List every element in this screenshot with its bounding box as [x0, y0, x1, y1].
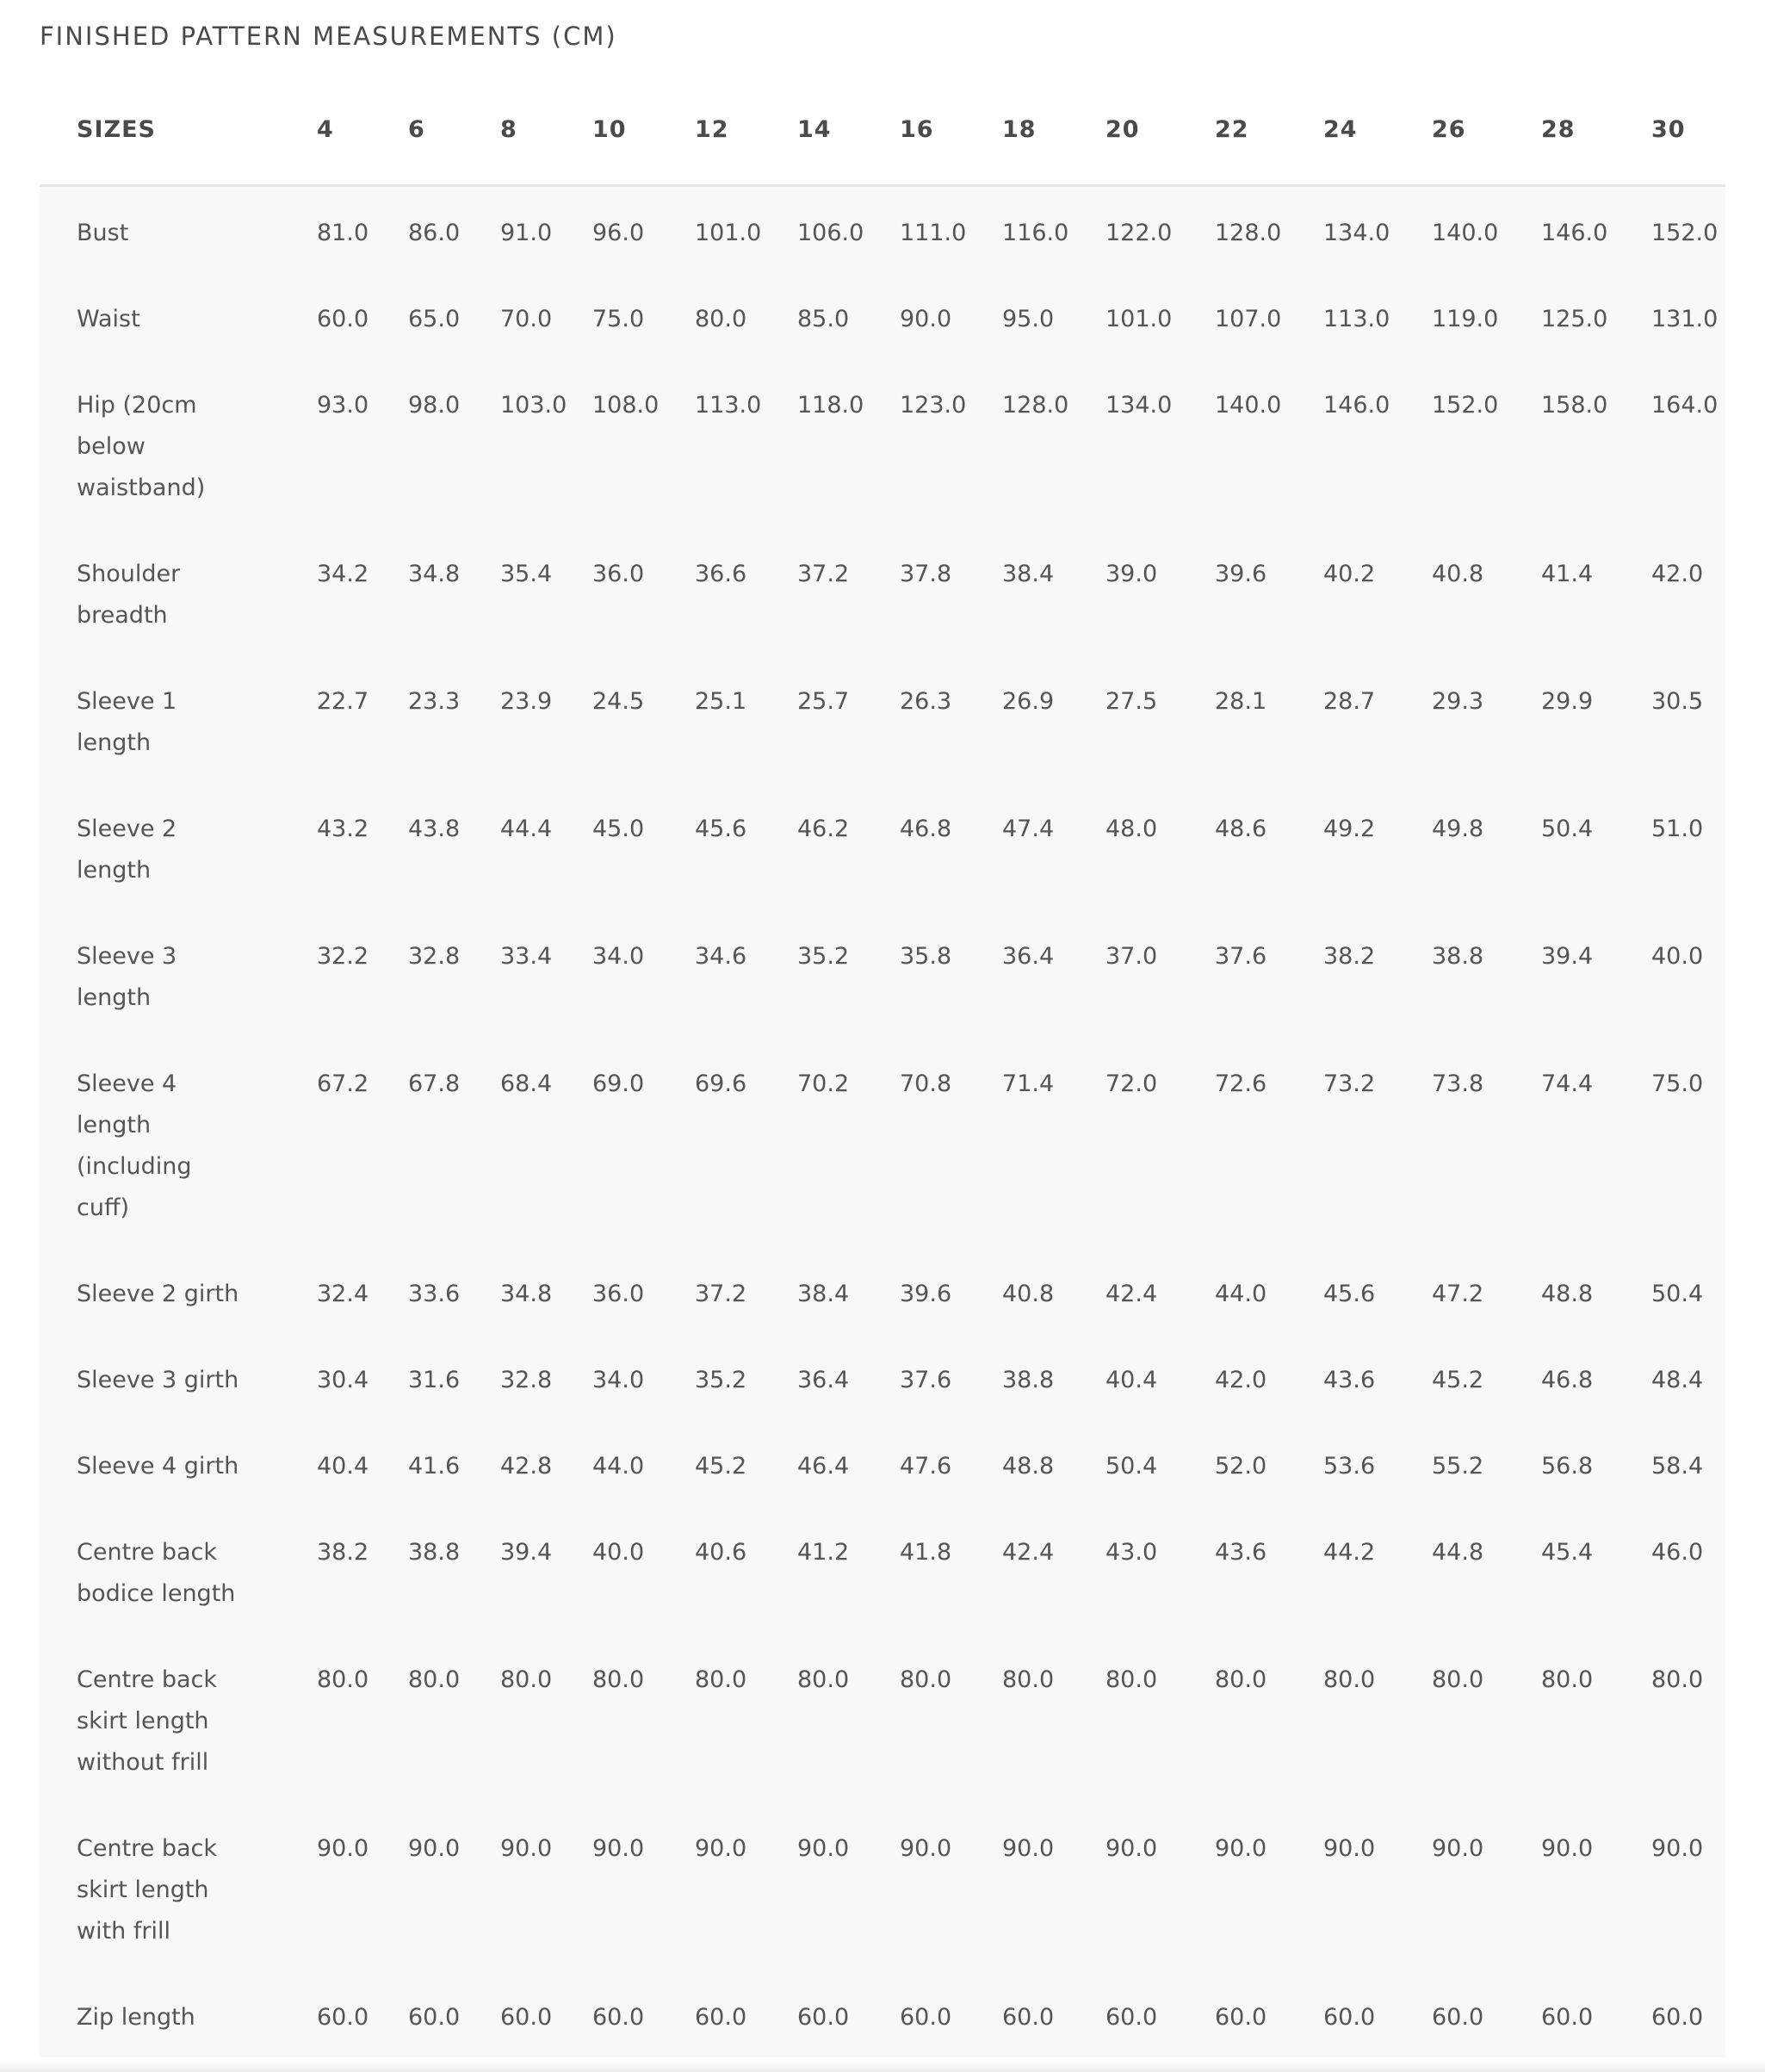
measurement-value: 49.2 — [1323, 816, 1376, 842]
measurement-value: 48.0 — [1105, 816, 1158, 842]
measurement-value: 90.0 — [317, 1835, 369, 1862]
measurement-value: 128.0 — [1002, 392, 1069, 419]
table-header-row — [40, 74, 1725, 186]
measurement-value: 60.0 — [592, 2004, 645, 2031]
measurement-value: 39.0 — [1105, 561, 1158, 587]
measurement-value: 91.0 — [500, 220, 553, 246]
table-row — [40, 359, 1725, 528]
measurement-value: 25.7 — [797, 688, 850, 715]
measurement-value: 42.8 — [500, 1453, 553, 1480]
page-title: FINISHED PATTERN MEASUREMENTS (CM) — [40, 22, 617, 51]
measurement-label-line: below — [77, 433, 146, 460]
measurement-value: 35.8 — [900, 943, 952, 970]
size-header: 20 — [1105, 74, 1215, 186]
measurement-value: 34.0 — [592, 943, 645, 970]
measurement-value: 47.6 — [900, 1453, 952, 1480]
measurement-value: 60.0 — [1432, 2004, 1484, 2031]
measurement-value: 60.0 — [1541, 2004, 1594, 2031]
measurement-value: 106.0 — [797, 220, 864, 246]
measurement-value: 122.0 — [1105, 220, 1173, 246]
measurement-label-line: length — [77, 857, 152, 884]
measurement-value: 108.0 — [592, 392, 660, 419]
measurement-value: 56.8 — [1541, 1453, 1594, 1480]
measurement-value: 43.6 — [1215, 1539, 1267, 1566]
measurement-value: 103.0 — [500, 392, 567, 419]
measurement-value: 60.0 — [1215, 2004, 1267, 2031]
measurement-value: 80.0 — [500, 1666, 553, 1693]
measurement-label-line: length — [77, 984, 152, 1011]
measurement-value: 72.0 — [1105, 1070, 1158, 1097]
measurement-value: 40.4 — [1105, 1367, 1158, 1393]
measurement-label-line: breadth — [77, 602, 168, 629]
measurement-value: 37.0 — [1105, 943, 1158, 970]
measurement-label — [40, 1971, 317, 2057]
measurement-value: 32.4 — [317, 1281, 369, 1307]
measurement-value: 39.4 — [500, 1539, 553, 1566]
measurement-label-line: Sleeve 1 — [77, 688, 177, 715]
measurement-value: 44.2 — [1323, 1539, 1376, 1566]
table-row — [40, 783, 1725, 910]
measurement-value: 85.0 — [797, 306, 850, 332]
table-row — [40, 910, 1725, 1038]
measurement-value: 146.0 — [1323, 392, 1390, 419]
measurement-value: 26.9 — [1002, 688, 1055, 715]
measurement-value: 45.2 — [695, 1453, 747, 1480]
measurement-value: 40.4 — [317, 1453, 369, 1480]
table-row — [40, 186, 1725, 274]
measurement-value: 46.8 — [900, 816, 952, 842]
measurement-value: 48.4 — [1651, 1367, 1704, 1393]
measurement-value: 43.8 — [408, 816, 461, 842]
measurement-value: 71.4 — [1002, 1070, 1055, 1097]
measurement-label-line: skirt length — [77, 1877, 209, 1903]
measurement-value: 80.0 — [695, 1666, 747, 1693]
measurement-value: 30.5 — [1651, 688, 1704, 715]
measurement-label-line: Centre back — [77, 1666, 218, 1693]
measurement-value: 38.8 — [1002, 1367, 1055, 1393]
measurement-value: 75.0 — [592, 306, 645, 332]
size-header: 8 — [500, 74, 592, 186]
measurement-value: 69.6 — [695, 1070, 747, 1097]
measurement-value: 41.6 — [408, 1453, 461, 1480]
table-row — [40, 655, 1725, 783]
measurement-value: 28.7 — [1323, 688, 1376, 715]
measurement-value: 45.4 — [1541, 1539, 1594, 1566]
measurement-label-line: skirt length — [77, 1708, 209, 1734]
measurement-label — [40, 910, 317, 1038]
measurement-value: 80.0 — [695, 306, 747, 332]
measurement-value: 34.6 — [695, 943, 747, 970]
measurement-value: 119.0 — [1432, 306, 1499, 332]
measurement-value: 90.0 — [1432, 1835, 1484, 1862]
measurement-value: 146.0 — [1541, 220, 1608, 246]
measurements-table — [40, 74, 1725, 2057]
measurement-label-line: (including — [77, 1153, 192, 1180]
measurement-value: 38.8 — [408, 1539, 461, 1566]
measurement-label — [40, 783, 317, 910]
measurement-value: 33.6 — [408, 1281, 461, 1307]
measurement-value: 31.6 — [408, 1367, 461, 1393]
measurement-label-line: Hip (20cm — [77, 392, 197, 419]
measurement-value: 43.6 — [1323, 1367, 1376, 1393]
measurement-label-line: Zip length — [77, 2004, 195, 2031]
measurement-label — [40, 1038, 317, 1248]
measurement-label — [40, 1420, 317, 1506]
measurement-label-line: Centre back — [77, 1539, 218, 1566]
measurement-value: 131.0 — [1651, 306, 1719, 332]
measurement-value: 80.0 — [1651, 1666, 1704, 1693]
measurement-value: 152.0 — [1651, 220, 1719, 246]
measurement-value: 86.0 — [408, 220, 461, 246]
measurement-value: 58.4 — [1651, 1453, 1704, 1480]
measurement-value: 32.8 — [408, 943, 461, 970]
measurement-label-line: waistband) — [77, 475, 206, 501]
measurement-value: 80.0 — [900, 1666, 952, 1693]
table-row — [40, 528, 1725, 655]
measurement-value: 90.0 — [695, 1835, 747, 1862]
measurement-value: 35.4 — [500, 561, 553, 587]
size-header: 30 — [1651, 74, 1725, 186]
measurement-value: 60.0 — [1651, 2004, 1704, 2031]
size-header: 28 — [1541, 74, 1651, 186]
measurement-value: 80.0 — [1002, 1666, 1055, 1693]
measurement-value: 41.8 — [900, 1539, 952, 1566]
measurement-value: 152.0 — [1432, 392, 1499, 419]
measurement-value: 32.8 — [500, 1367, 553, 1393]
measurement-value: 60.0 — [408, 2004, 461, 2031]
measurement-value: 125.0 — [1541, 306, 1608, 332]
measurement-value: 40.8 — [1432, 561, 1484, 587]
measurement-value: 60.0 — [1105, 2004, 1158, 2031]
measurement-value: 107.0 — [1215, 306, 1282, 332]
measurement-value: 35.2 — [695, 1367, 747, 1393]
measurement-value: 41.2 — [797, 1539, 850, 1566]
measurement-value: 90.0 — [1651, 1835, 1704, 1862]
measurement-value: 45.0 — [592, 816, 645, 842]
measurement-value: 46.8 — [1541, 1367, 1594, 1393]
measurement-value: 60.0 — [317, 2004, 369, 2031]
measurement-value: 53.6 — [1323, 1453, 1376, 1480]
size-header: 22 — [1215, 74, 1323, 186]
measurement-label-line: Waist — [77, 306, 140, 332]
measurement-value: 42.4 — [1105, 1281, 1158, 1307]
measurement-value: 80.0 — [317, 1666, 369, 1693]
measurement-label-line: Bust — [77, 220, 129, 246]
table-row — [40, 1420, 1725, 1506]
measurement-value: 40.0 — [592, 1539, 645, 1566]
measurement-value: 134.0 — [1323, 220, 1390, 246]
measurement-value: 23.9 — [500, 688, 553, 715]
measurement-value: 39.6 — [1215, 561, 1267, 587]
measurement-value: 118.0 — [797, 392, 864, 419]
measurement-value: 68.4 — [500, 1070, 553, 1097]
measurement-value: 90.0 — [1215, 1835, 1267, 1862]
measurement-label — [40, 655, 317, 783]
table-row — [40, 273, 1725, 359]
measurement-value: 47.2 — [1432, 1281, 1484, 1307]
measurement-value: 73.8 — [1432, 1070, 1484, 1097]
measurement-value: 80.0 — [797, 1666, 850, 1693]
measurement-value: 48.8 — [1002, 1453, 1055, 1480]
measurement-value: 42.0 — [1651, 561, 1704, 587]
measurement-value: 72.6 — [1215, 1070, 1267, 1097]
measurement-value: 96.0 — [592, 220, 645, 246]
measurement-value: 40.0 — [1651, 943, 1704, 970]
measurement-label-line: Sleeve 2 — [77, 816, 177, 842]
size-header: 12 — [695, 74, 797, 186]
measurement-value: 128.0 — [1215, 220, 1282, 246]
measurement-value: 44.0 — [592, 1453, 645, 1480]
measurement-value: 50.4 — [1105, 1453, 1158, 1480]
size-header: 26 — [1432, 74, 1541, 186]
measurement-value: 29.9 — [1541, 688, 1594, 715]
measurement-value: 67.8 — [408, 1070, 461, 1097]
measurement-value: 80.0 — [408, 1666, 461, 1693]
measurement-value: 36.0 — [592, 561, 645, 587]
measurement-value: 90.0 — [592, 1835, 645, 1862]
measurement-value: 90.0 — [1002, 1835, 1055, 1862]
measurement-value: 38.2 — [1323, 943, 1376, 970]
measurement-value: 90.0 — [408, 1835, 461, 1862]
measurement-value: 33.4 — [500, 943, 553, 970]
measurement-label-line: cuff) — [77, 1194, 130, 1221]
measurement-value: 30.4 — [317, 1367, 369, 1393]
measurement-label — [40, 1334, 317, 1420]
measurement-value: 48.8 — [1541, 1281, 1594, 1307]
table-row — [40, 1506, 1725, 1634]
measurement-value: 75.0 — [1651, 1070, 1704, 1097]
measurement-value: 34.8 — [500, 1281, 553, 1307]
measurement-value: 158.0 — [1541, 392, 1608, 419]
measurement-value: 70.2 — [797, 1070, 850, 1097]
measurement-value: 36.6 — [695, 561, 747, 587]
measurement-value: 48.6 — [1215, 816, 1267, 842]
measurement-value: 37.6 — [900, 1367, 952, 1393]
measurement-value: 80.0 — [1105, 1666, 1158, 1693]
measurement-value: 50.4 — [1651, 1281, 1704, 1307]
measurement-value: 34.2 — [317, 561, 369, 587]
size-header: 10 — [592, 74, 695, 186]
measurement-value: 73.2 — [1323, 1070, 1376, 1097]
measurement-label-line: Sleeve 3 — [77, 943, 177, 970]
measurement-value: 164.0 — [1651, 392, 1719, 419]
measurement-value: 38.2 — [317, 1539, 369, 1566]
measurement-value: 36.4 — [1002, 943, 1055, 970]
measurement-value: 38.4 — [797, 1281, 850, 1307]
measurement-label-line: Sleeve 3 girth — [77, 1367, 239, 1393]
measurement-value: 26.3 — [900, 688, 952, 715]
measurement-value: 65.0 — [408, 306, 461, 332]
measurement-value: 46.4 — [797, 1453, 850, 1480]
size-header: 14 — [797, 74, 900, 186]
measurement-label — [40, 359, 317, 528]
measurement-value: 67.2 — [317, 1070, 369, 1097]
measurement-value: 60.0 — [900, 2004, 952, 2031]
measurement-value: 90.0 — [900, 306, 952, 332]
measurement-value: 50.4 — [1541, 816, 1594, 842]
measurement-value: 34.0 — [592, 1367, 645, 1393]
measurement-label-line: Sleeve 4 — [77, 1070, 177, 1097]
measurement-value: 80.0 — [1432, 1666, 1484, 1693]
measurement-value: 40.8 — [1002, 1281, 1055, 1307]
measurement-value: 42.4 — [1002, 1539, 1055, 1566]
measurement-label — [40, 1248, 317, 1334]
table-row — [40, 1334, 1725, 1420]
measurement-label-line: bodice length — [77, 1580, 236, 1607]
measurement-value: 80.0 — [1215, 1666, 1267, 1693]
measurement-value: 101.0 — [1105, 306, 1173, 332]
measurement-label-line: Sleeve 2 girth — [77, 1281, 239, 1307]
measurement-value: 44.4 — [500, 816, 553, 842]
measurement-value: 93.0 — [317, 392, 369, 419]
measurement-value: 69.0 — [592, 1070, 645, 1097]
table-row — [40, 1971, 1725, 2057]
measurement-label — [40, 1634, 317, 1802]
measurement-value: 90.0 — [1541, 1835, 1594, 1862]
measurement-value: 46.2 — [797, 816, 850, 842]
measurement-value: 49.8 — [1432, 816, 1484, 842]
measurement-value: 74.4 — [1541, 1070, 1594, 1097]
measurement-value: 22.7 — [317, 688, 369, 715]
measurement-value: 70.8 — [900, 1070, 952, 1097]
measurement-value: 60.0 — [1323, 2004, 1376, 2031]
measurement-value: 90.0 — [900, 1835, 952, 1862]
measurement-value: 29.3 — [1432, 688, 1484, 715]
measurement-value: 34.8 — [408, 561, 461, 587]
measurement-value: 111.0 — [900, 220, 967, 246]
measurement-value: 80.0 — [592, 1666, 645, 1693]
measurement-value: 60.0 — [797, 2004, 850, 2031]
measurement-value: 116.0 — [1002, 220, 1069, 246]
measurement-value: 37.6 — [1215, 943, 1267, 970]
measurement-value: 37.2 — [797, 561, 850, 587]
bottom-fade — [0, 2060, 1765, 2072]
measurement-value: 51.0 — [1651, 816, 1704, 842]
size-header: 16 — [900, 74, 1002, 186]
table-row — [40, 1038, 1725, 1248]
measurement-value: 24.5 — [592, 688, 645, 715]
measurement-value: 90.0 — [500, 1835, 553, 1862]
measurement-label — [40, 1506, 317, 1634]
size-header: 6 — [408, 74, 500, 186]
measurement-value: 113.0 — [695, 392, 762, 419]
measurement-value: 43.0 — [1105, 1539, 1158, 1566]
table-row — [40, 1634, 1725, 1802]
table-row — [40, 1802, 1725, 1971]
measurement-value: 81.0 — [317, 220, 369, 246]
measurement-value: 25.1 — [695, 688, 747, 715]
measurement-value: 60.0 — [317, 306, 369, 332]
measurement-value: 28.1 — [1215, 688, 1267, 715]
measurement-label-line: with frill — [77, 1918, 170, 1945]
measurement-value: 60.0 — [1002, 2004, 1055, 2031]
measurement-value: 47.4 — [1002, 816, 1055, 842]
measurement-label-line: without frill — [77, 1749, 209, 1776]
measurement-value: 45.6 — [1323, 1281, 1376, 1307]
measurement-label — [40, 186, 317, 274]
measurement-label-line: Sleeve 4 girth — [77, 1453, 239, 1480]
measurement-value: 40.6 — [695, 1539, 747, 1566]
measurement-value: 123.0 — [900, 392, 967, 419]
measurement-value: 46.0 — [1651, 1539, 1704, 1566]
measurement-value: 39.6 — [900, 1281, 952, 1307]
measurement-label — [40, 528, 317, 655]
table-body — [40, 186, 1725, 2058]
measurement-label — [40, 1802, 317, 1971]
measurement-value: 60.0 — [500, 2004, 553, 2031]
measurement-value: 40.2 — [1323, 561, 1376, 587]
measurement-value: 45.2 — [1432, 1367, 1484, 1393]
size-header: 24 — [1323, 74, 1432, 186]
measurement-value: 134.0 — [1105, 392, 1173, 419]
measurement-label-line: Centre back — [77, 1835, 218, 1862]
measurement-value: 39.4 — [1541, 943, 1594, 970]
table-row — [40, 1248, 1725, 1334]
measurement-value: 90.0 — [1323, 1835, 1376, 1862]
size-header: 18 — [1002, 74, 1105, 186]
measurement-value: 140.0 — [1432, 220, 1499, 246]
measurement-value: 42.0 — [1215, 1367, 1267, 1393]
measurement-value: 36.4 — [797, 1367, 850, 1393]
measurement-label-line: length — [77, 1112, 152, 1138]
measurement-value: 113.0 — [1323, 306, 1390, 332]
measurement-label — [40, 273, 317, 359]
measurement-value: 44.0 — [1215, 1281, 1267, 1307]
measurement-value: 38.4 — [1002, 561, 1055, 587]
measurement-value: 36.0 — [592, 1281, 645, 1307]
measurement-value: 95.0 — [1002, 306, 1055, 332]
measurement-value: 90.0 — [1105, 1835, 1158, 1862]
size-header: 4 — [317, 74, 408, 186]
measurement-value: 38.8 — [1432, 943, 1484, 970]
measurement-value: 80.0 — [1323, 1666, 1376, 1693]
measurement-value: 52.0 — [1215, 1453, 1267, 1480]
measurement-value: 140.0 — [1215, 392, 1282, 419]
measurement-value: 101.0 — [695, 220, 762, 246]
measurement-label-line: Shoulder — [77, 561, 181, 587]
measurement-value: 98.0 — [408, 392, 461, 419]
measurement-value: 60.0 — [695, 2004, 747, 2031]
measurement-value: 90.0 — [797, 1835, 850, 1862]
measurement-value: 23.3 — [408, 688, 461, 715]
measurement-value: 27.5 — [1105, 688, 1158, 715]
measurement-value: 37.8 — [900, 561, 952, 587]
measurement-label-line: length — [77, 729, 152, 756]
measurement-value: 70.0 — [500, 306, 553, 332]
measurement-value: 80.0 — [1541, 1666, 1594, 1693]
measurement-value: 55.2 — [1432, 1453, 1484, 1480]
measurement-value: 44.8 — [1432, 1539, 1484, 1566]
measurement-value: 41.4 — [1541, 561, 1594, 587]
measurement-value: 37.2 — [695, 1281, 747, 1307]
measurement-value: 32.2 — [317, 943, 369, 970]
measurement-value: 35.2 — [797, 943, 850, 970]
measurement-value: 43.2 — [317, 816, 369, 842]
measurement-value: 45.6 — [695, 816, 747, 842]
sizes-header: SIZES — [40, 74, 317, 186]
